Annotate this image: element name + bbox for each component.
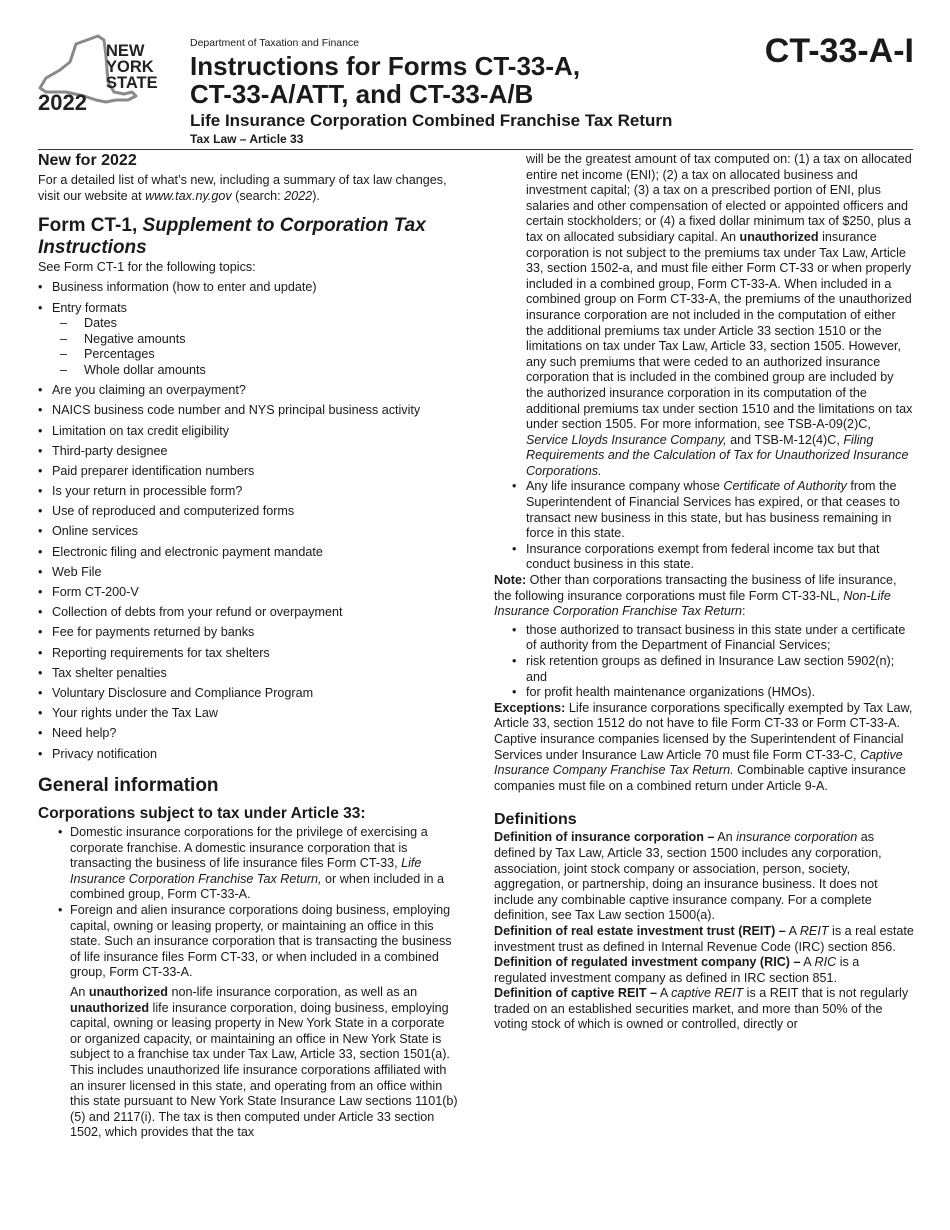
list-item: • NAICS business code number and NYS principal business activity: [38, 403, 458, 419]
logo-text-york: YORK: [106, 58, 154, 76]
list-item: • Paid preparer identification numbers: [38, 464, 458, 480]
title-line-1: Instructions for Forms CT-33-A,: [190, 51, 581, 81]
list-item: – Whole dollar amounts: [52, 363, 458, 379]
list-item: • Online services: [38, 524, 458, 540]
nys-logo: [36, 34, 166, 118]
note-item-authorized: • those authorized to transact business in this state under a certificate of authority from the Department of Financial Services;: [494, 623, 914, 654]
note-item-risk-retention: • risk retention groups as defined in Insurance Law section 5902(n); and: [494, 654, 914, 685]
new-for-2022-text: For a detailed list of what’s new, including a summary of tax law changes, visit our website at www.tax.ny.gov (search: 2022).: [38, 173, 447, 203]
list-item: • Need help?: [38, 726, 458, 742]
logo-year: 2022: [38, 90, 87, 115]
list-item: • Limitation on tax credit eligibility: [38, 424, 458, 440]
ct1-intro: See Form CT-1 for the following topics:: [38, 260, 256, 275]
definitions-heading: Definitions: [494, 811, 577, 829]
list-item: • Form CT-200-V: [38, 585, 458, 601]
header-rule: [38, 149, 913, 150]
list-item: • Entry formats – Dates – Negative amounts – Percentages – Whole dollar amounts: [38, 301, 458, 379]
left-column: [38, 151, 458, 1141]
list-item: • Third-party designee: [38, 444, 458, 460]
website-link[interactable]: www.tax.ny.gov: [145, 188, 232, 203]
list-item: – Negative amounts: [52, 332, 458, 348]
exceptions-paragraph: Exceptions: Life insurance corporations specifically exempted by Tax Law, Article 33, section 1512 do not have to file Form CT-33 or Form CT-33-A. Captive insurance companies licensed by the Superintendent of Financial Services under Insurance Law Article 70 must file Form CT-33-C, Captive Insurance Company Franchise Tax Return. Combinable captive insurance companies must file on a combined return under Article 9-A.: [494, 700, 913, 793]
page-header: [0, 0, 950, 152]
tax-law-label: Tax Law – Article 33: [190, 132, 304, 146]
ct1-topic-list: [38, 280, 458, 762]
unauthorized-corporations-paragraph: An unauthorized non-life insurance corporation, as well as an unauthorized life insurance corporation, doing business, employing capital, owning or leasing property in New York State in a corporate or organized capacity, or maintaining an office in New York State is subject to a franchise tax under Tax Law, Article 33, section 1501(a). This includes unauthorized life insurance corporations affiliated with an insurer licensed in this state, and operating from an office within this state pursuant to New York State Insurance Law sections 1101(b)(5) and 2117(i). The tax is then computed under Article 33 section 1502, which provides that the tax: [70, 985, 458, 1140]
list-item: • Is your return in processible form?: [38, 484, 458, 500]
foreign-corporations-item: • Foreign and alien insurance corporations doing business, employing capital, owning or leasing property, or maintaining an office in this state. Such an insurance corporation that is transacting the business of life insurance files Form CT-33, or when included in a combined group, Form CT-33-A.: [38, 903, 458, 981]
entry-formats-sublist: [52, 316, 458, 378]
list-item: – Percentages: [52, 347, 458, 363]
form-number: CT-33-A-I: [764, 32, 914, 70]
list-item: • Business information (how to enter and update): [38, 280, 458, 296]
list-item: • Use of reproduced and computerized forms: [38, 504, 458, 520]
note-item-hmo: • for profit health maintenance organizations (HMOs).: [494, 685, 914, 701]
definition-insurance-corporation: Definition of insurance corporation – An insurance corporation as defined by Tax Law, Article 33, section 1500 includes any corporation, association, joint stock company or association, person, society, aggregation, or partnership, doing an insurance business. It does not include any combinable captive insurance company. For a complete definition, see Tax Law section 1500(a).: [494, 830, 882, 923]
note-paragraph: Note: Other than corporations transacting the business of life insurance, the following insurance corporations must file Form CT-33-NL, Non-Life Insurance Corporation Franchise Tax Return:: [494, 573, 897, 619]
exempt-corporations-item: • Insurance corporations exempt from federal income tax but that conduct business in this state.: [494, 542, 914, 573]
form-ct1-heading: Form CT-1, Supplement to Corporation Tax Instructions: [38, 215, 426, 259]
domestic-corporations-item: • Domestic insurance corporations for the privilege of exercising a corporate franchise. A domestic insurance corporation that is transacting the business of life insurance files Form CT-33, Life Insurance Corporation Franchise Tax Return, or when included in a combined group, Form CT-33-A.: [38, 825, 458, 903]
corporations-subject-heading: Corporations subject to tax under Article 33:: [38, 805, 366, 823]
list-item: • Electronic filing and electronic payment mandate: [38, 545, 458, 561]
general-information-heading: General information: [38, 775, 219, 797]
list-item: • Are you claiming an overpayment?: [38, 383, 458, 399]
definition-reit: Definition of real estate investment trust (REIT) – A REIT is a real estate investment trust as defined in Internal Revenue Code (IRC) section 856.: [494, 923, 914, 954]
list-item: • Voluntary Disclosure and Compliance Program: [38, 686, 458, 702]
list-item: • Collection of debts from your refund or overpayment: [38, 605, 458, 621]
list-item: • Privacy notification: [38, 747, 458, 763]
page-title: [190, 52, 750, 108]
department-name: Department of Taxation and Finance: [190, 37, 360, 49]
life-insurance-authority-item: • Any life insurance company whose Certificate of Authority from the Superintendent of Financial Services has expired, or that ceases to transact new business in this state, but has business remaining in force in this state.: [494, 479, 914, 541]
title-line-2: CT-33-A/ATT, and CT-33-A/B: [190, 79, 534, 109]
page-subtitle: Life Insurance Corporation Combined Franchise Tax Return: [190, 111, 673, 130]
list-item: • Fee for payments returned by banks: [38, 625, 458, 641]
new-for-2022-heading: New for 2022: [38, 152, 137, 169]
definition-ric: Definition of regulated investment company (RIC) – A RIC is a regulated investment company as defined in IRC section 851.: [494, 955, 860, 985]
list-item: • Web File: [38, 565, 458, 581]
unauthorized-continued-paragraph: will be the greatest amount of tax computed on: (1) a tax on allocated entire net income (ENI); (2) a tax on allocated business and investment capital; (3) a tax on a prescribed portion of ENI, plus salaries and other compensation of elected or appointed officers and certain stockholders; or (4) a fixed dollar minimum tax of $250, plus a tax on allocated subsidiary capital. An unauthorized insurance corporation is not subject to the premiums tax under Tax Law, Article 33, section 1502-a, and must file either Form CT-33 or when properly included in a combined group, Form CT-33-A. When included in a combined group on Form CT-33-A, the premiums of the unauthorized insurance corporation are not included in the computation of either the additional premiums tax under Article 33 section 1510 or the limitations on tax under Tax Law, Article 33, section 1505. However, any such premiums that were ceded to an authorized insurance corporation that is included in the combined group are included by the authorized insurance corporation in its computation of the additional premiums tax under section 1510 and the limitations on tax under section 1505. For more information, see TSB-A-09(2)C, Service Lloyds Insurance Company, and TSB-M-12(4)C, Filing Requirements and the Calculation of Tax for Unauthorized Insurance Corporations.: [526, 152, 913, 478]
logo-text-new: NEW: [106, 42, 145, 60]
right-column: [494, 151, 914, 1033]
list-item: • Tax shelter penalties: [38, 666, 458, 682]
list-item: • Your rights under the Tax Law: [38, 706, 458, 722]
definition-captive-reit: Definition of captive REIT – A captive REIT is a REIT that is not regularly traded on an established securities market, and more than 50% of the voting stock of which is owned or controlled, directly or: [494, 986, 909, 1032]
logo-text-state: STATE: [106, 74, 158, 92]
list-item: • Reporting requirements for tax shelters: [38, 646, 458, 662]
list-item: – Dates: [52, 316, 458, 332]
